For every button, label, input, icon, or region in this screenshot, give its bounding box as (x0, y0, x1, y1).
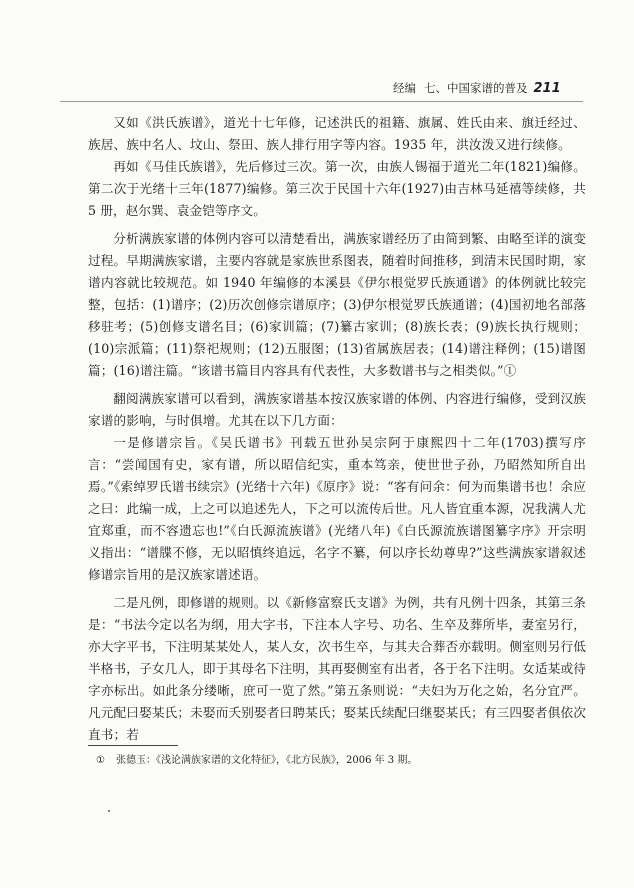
running-header (393, 80, 583, 97)
footnote-marker: ① (96, 755, 105, 766)
footnote-divider (88, 745, 178, 746)
header-section: 经编 (393, 81, 416, 95)
paragraph-majia-genealogy: 再如《马佳氏族谱》，先后修过三次。第一次，由族人锡福于道光二年(1821)编修。第二次于光绪十三年(1877)编修。第三次于民国十六年(1927)由吉林马延禧等续修，共 5 册，赵尔巽、袁金铠等序文。 (88, 159, 586, 218)
body-text (88, 112, 586, 746)
header-divider (60, 101, 583, 102)
page-number: 211 (533, 81, 561, 96)
header-chapter: 七、中国家谱的普及 (424, 81, 528, 95)
scan-speck (108, 810, 110, 812)
paragraph-manchu-analysis: 分析满族家谱的体例内容可以清楚看出，满族家谱经历了由简到繁、由略至详的演变过程。早期满族家谱，主要内容就是家族世系图表，随着时间推移，到清末民国时期，家谱内容就比较规范。如 1940 年编修的本溪县《伊尔根觉罗氏族通谱》的体例就比较完整，包括：(1)谱序；(2)历次创修宗谱原序；(3)伊尔根觉罗氏族通谱；(4)国初地名部落移驻考；(5)创修支谱名目；(6)家训篇；(7)纂古家训；(8)族长表；(9)族长执行规则；(10)宗派篇；(11)祭祀规则；(12)五服图；(13)省属族居表；(14)谱注释例；(15)谱图篇；(16)谱注篇。“该谱书篇目内容具有代表性，大多数谱书与之相类似。”① (88, 231, 586, 378)
footnote (96, 753, 576, 769)
paragraph-purpose: 一是修谱宗旨。《吴氏谱书》刊载五世孙吴宗阿于康熙四十二年(1703)撰写序言：“尝闻国有史，家有谱，所以昭信纪实，重本笃亲，使世世子孙，乃昭然知所自出焉。”《索绰罗氏谱书续宗》(光绪十六年)《原序》说：“客有问余：何为而集谱书也！余应之曰：此编一成，上之可以追述先人，下之可以流传后世。凡人皆宜重本源，况我满人尤宜郑重，而不容遗忘也!”《白氏源流族谱》(光绪八年)《白氏源流族谱图纂字序》开宗明义指出：“谱牒不修，无以昭慎终追远，名字不纂，何以序长幼尊卑?”这些满族家谱叙述修谱宗旨用的是汉族家谱述语。 (88, 435, 586, 582)
paragraph-han-influence: 翻阅满族家谱可以看到，满族家谱基本按汉族家谱的体例、内容进行编修，受到汉族家谱的影响，与时俱增。尤其在以下几方面： (88, 391, 586, 428)
footnote-text: 张德玉：《浅论满族家谱的文化特征》，《北方民族》，2006 年 3 期。 (116, 755, 418, 766)
paragraph-hong-genealogy: 又如《洪氏族谱》，道光十七年修，记述洪氏的祖籍、旗属、姓氏由来、旗迁经过、族居、族中名人、坟山、祭田、族人排行用字等内容。1935 年，洪汝泼又进行续修。 (88, 115, 586, 152)
paragraph-rules: 二是凡例，即修谱的规则。以《新修富察氏支谱》为例，共有凡例十四条，其第三条是：“书法今定以名为纲，用大字书，下注本人字号、功名、生卒及葬所毕，妻室另行，亦大字平书，下注明某某处人，某人女，次书生卒，与其夫合葬否亦载明。侧室则另行低半格书，子女几人，即于其母名下注明，其再娶侧室有出者，各于名下注明。女适某或待字亦标出。如此条分缕晰，庶可一览了然。”第五条则说：“夫妇为万化之始，名分宜严。凡元配曰娶某氏；未娶而夭别娶者曰聘某氏；娶某氏续配曰继娶某氏；有三四娶者俱依次直书；若 (88, 595, 586, 742)
